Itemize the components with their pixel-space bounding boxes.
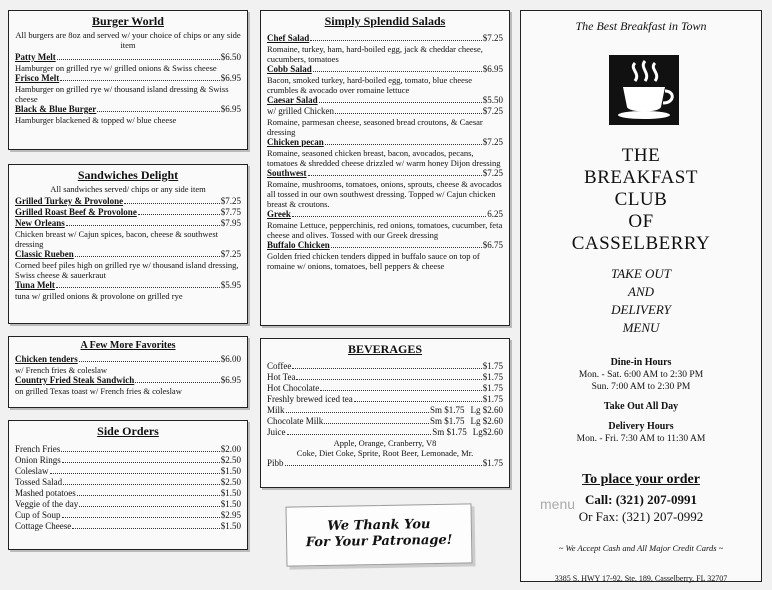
dot-leader xyxy=(319,95,482,103)
dot-leader xyxy=(97,104,220,112)
menu-item-line xyxy=(261,106,509,117)
beverages-section xyxy=(260,338,510,488)
dinein-line-1: Mon. - Sat. 6:00 AM to 2:30 PM xyxy=(578,370,704,380)
item-name: Chef Salad xyxy=(267,33,310,43)
dot-leader xyxy=(296,372,481,380)
item-name: Coleslaw xyxy=(15,466,49,476)
dot-leader xyxy=(287,427,432,435)
item-price: $6.50 xyxy=(220,52,241,62)
section-note: All burgers are 8oz and served w/ your choice of chips or any side item xyxy=(15,30,241,50)
item-description: Hamburger blackened & topped w/ blue cheese xyxy=(15,115,177,125)
item-name: Veggie of the day xyxy=(15,499,79,509)
item-description: Romaine, turkey, ham, hard-boiled egg, jack & cheddar cheese, cucumbers, tomatoes xyxy=(267,44,483,64)
item-price: $7.25 xyxy=(482,137,503,147)
burger-items xyxy=(9,52,247,125)
dot-leader xyxy=(325,137,482,145)
menu-item-line xyxy=(9,455,247,466)
item-description: Corned beef piles high on grilled rye w/ thousand island dressing, Swiss cheese & sauerkraut xyxy=(15,260,239,280)
item-price: $1.75 xyxy=(482,383,503,393)
item-description: Hamburger on grilled rye w/ thousand island dressing & Swiss cheese xyxy=(15,84,229,104)
dot-leader xyxy=(60,73,220,81)
item-name: Grilled Roast Beef & Provolone xyxy=(15,207,137,217)
sandwiches-section xyxy=(8,164,248,324)
menu-item-line xyxy=(9,73,247,84)
item-description: on grilled Texas toast w/ French fries & coleslaw xyxy=(15,386,182,396)
dot-leader xyxy=(57,52,220,60)
item-name: Pibb xyxy=(267,458,284,468)
item-price: $1.75 xyxy=(482,458,503,468)
favorites-section xyxy=(8,336,248,408)
menu-item-line xyxy=(9,218,247,229)
item-description: Romaine, parmesan cheese, seasoned bread croutons, & Caesar dressing xyxy=(267,117,483,137)
menu-item-line xyxy=(9,52,247,63)
item-description: Chicken breast w/ Cajun spices, bacon, cheese & southwest dressing xyxy=(15,229,219,249)
dot-leader xyxy=(72,521,220,529)
item-price: $6.95 xyxy=(482,64,503,74)
item-price: Lg $2.60 xyxy=(470,416,503,426)
menu-item-line xyxy=(261,137,509,148)
thank-you-card xyxy=(285,503,472,566)
item-price: $2.95 xyxy=(220,510,241,520)
salad-items xyxy=(261,33,509,271)
payment-note: ~ We Accept Cash and All Major Credit Cards ~ xyxy=(558,543,724,553)
item-price: Lg$2.60 xyxy=(472,427,503,437)
item-size-price: Sm $1.75 xyxy=(429,405,465,415)
section-title: BEVERAGES xyxy=(347,342,423,356)
item-price: $7.75 xyxy=(220,207,241,217)
menu-item-line xyxy=(9,249,247,260)
dot-leader xyxy=(292,361,481,369)
item-name: Coffee xyxy=(267,361,292,371)
item-price: $7.25 xyxy=(482,168,503,178)
section-title: A Few More Favorites xyxy=(80,340,176,351)
item-name: w/ grilled Chicken xyxy=(267,106,334,116)
item-description: w/ French fries & coleslaw xyxy=(15,365,108,375)
dinein-line-2: Sun. 7:00 AM to 2:30 PM xyxy=(591,382,691,392)
item-name: Onion Rings xyxy=(15,455,61,465)
menu-item-line xyxy=(9,196,247,207)
side-orders-section xyxy=(8,420,248,550)
item-name: Chicken tenders xyxy=(15,354,78,364)
item-price: $6.95 xyxy=(220,104,241,114)
item-price: $2.50 xyxy=(220,477,241,487)
item-name: Freshly brewed iced tea xyxy=(267,394,353,404)
address: 3385 S. HWY 17-92, Ste. 189, Casselberry, FL 32707 xyxy=(554,574,728,583)
service-title xyxy=(521,265,761,337)
sandwich-items xyxy=(9,196,247,301)
coffee-cup-icon xyxy=(609,55,679,125)
item-price: $7.25 xyxy=(482,33,503,43)
item-price: 6.25 xyxy=(487,209,503,219)
service-line: DELIVERY xyxy=(611,302,671,317)
item-name: Buffalo Chicken xyxy=(267,240,330,250)
menu-item-line xyxy=(261,168,509,179)
favorite-items xyxy=(9,354,247,396)
restaurant-name-line: CLUB xyxy=(614,189,668,210)
item-name: Country Fried Steak Sandwich xyxy=(15,375,135,385)
soda-kinds: Coke, Diet Coke, Sprite, Root Beer, Lemonade, Mr. xyxy=(296,448,474,458)
dot-leader xyxy=(138,207,220,215)
menu-item-line xyxy=(9,521,247,532)
item-price: $6.00 xyxy=(220,354,241,364)
menu-item-line xyxy=(261,33,509,44)
item-price: $6.95 xyxy=(220,375,241,385)
dot-leader xyxy=(63,477,220,485)
thank-you-line-2: For Your Patronage! xyxy=(305,532,453,551)
burger-world-section xyxy=(8,10,248,150)
item-size-price: Sm $1.75 xyxy=(432,427,467,437)
beverage-line xyxy=(261,405,509,416)
item-name: Hot Chocolate xyxy=(267,383,320,393)
menu-item-line xyxy=(9,207,247,218)
item-price: $6.95 xyxy=(220,73,241,83)
call-number[interactable]: Call: (321) 207-0991 xyxy=(585,492,697,507)
dot-leader xyxy=(66,218,220,226)
item-price: $1.50 xyxy=(220,521,241,531)
dot-leader xyxy=(124,196,220,204)
section-note: All sandwiches served/ chips or any side item xyxy=(50,184,206,194)
fax-number[interactable]: Or Fax: (321) 207-0992 xyxy=(578,509,704,524)
dot-leader xyxy=(79,354,220,362)
dot-leader xyxy=(354,394,482,402)
item-price: $2.00 xyxy=(220,444,241,454)
item-description: Romaine, seasoned chicken breast, bacon, avocados, pecans, tomatoes & shredded cheese drizzled w/ warm honey Dijon dressing xyxy=(267,148,501,168)
menu-item-line xyxy=(9,104,247,115)
item-name: Cobb Salad xyxy=(267,64,312,74)
beverage-line xyxy=(261,416,509,427)
beverage-line xyxy=(261,372,509,383)
item-price: $1.75 xyxy=(482,361,503,371)
item-name: Tuna Melt xyxy=(15,280,55,290)
pibb-line xyxy=(261,458,509,469)
dot-leader xyxy=(50,466,220,474)
menu-item-line xyxy=(9,375,247,386)
item-name: Classic Rueben xyxy=(15,249,74,259)
juice-kinds: Apple, Orange, Cranberry, V8 xyxy=(333,438,437,448)
item-description: Golden fried chicken tenders dipped in buffalo sauce on top of romaine w/ onions, tomatoes, bell peppers & cheese xyxy=(267,251,480,271)
restaurant-name-line: THE xyxy=(621,145,661,166)
dinein-title: Dine-in Hours xyxy=(610,357,672,368)
menu-item-line xyxy=(9,510,247,521)
menu-item-line xyxy=(261,95,509,106)
dot-leader xyxy=(331,240,482,248)
side-items xyxy=(9,444,247,532)
dot-leader xyxy=(62,510,220,518)
item-description: Hamburger on grilled rye w/ grilled onions & Swiss cheese xyxy=(15,63,217,73)
item-name: Grilled Turkey & Provolone xyxy=(15,196,124,206)
item-name: Frisco Melt xyxy=(15,73,60,83)
item-price: $5.50 xyxy=(482,95,503,105)
thank-you-line-1: We Thank You xyxy=(327,517,431,534)
item-price: $5.95 xyxy=(220,280,241,290)
item-price: $1.75 xyxy=(482,372,503,382)
section-title: Side Orders xyxy=(97,424,159,438)
item-price: $1.50 xyxy=(220,488,241,498)
item-price: $1.50 xyxy=(220,499,241,509)
delivery-line: Mon. - Fri. 7:30 AM to 11:30 AM xyxy=(576,434,706,444)
hours-block xyxy=(521,357,761,445)
dot-leader xyxy=(77,488,220,496)
menu-item-line xyxy=(9,444,247,455)
item-description: Romaine, mushrooms, tomatoes, onions, sprouts, cheese & avocados all tossed in our own southwest dressing. Topped w/ Cajun chicken breast & croutons. xyxy=(267,179,502,209)
item-price: $2.50 xyxy=(220,455,241,465)
takeout-title: Take Out All Day xyxy=(603,401,679,412)
item-price: $7.25 xyxy=(482,106,503,116)
item-size-price: Sm $1.75 xyxy=(429,416,465,426)
dot-leader xyxy=(79,499,220,507)
dot-leader xyxy=(56,280,220,288)
restaurant-name-line: BREAKFAST xyxy=(584,167,698,188)
item-price: $1.50 xyxy=(220,466,241,476)
menu-item-line xyxy=(261,209,509,220)
item-price: $7.25 xyxy=(220,196,241,206)
item-name: Hot Tea xyxy=(267,372,296,382)
restaurant-name-line: CASSELBERRY xyxy=(571,233,711,254)
dot-leader xyxy=(320,383,482,391)
item-price: $1.75 xyxy=(482,394,503,404)
dot-leader xyxy=(75,249,220,257)
menu-item-line xyxy=(9,280,247,291)
item-name: Cottage Cheese xyxy=(15,521,72,531)
item-name: Chocolate Milk xyxy=(267,416,324,426)
dot-leader xyxy=(285,458,482,466)
watermark: menu xyxy=(540,496,576,512)
delivery-title: Delivery Hours xyxy=(608,421,674,432)
item-name: Juice xyxy=(267,427,286,437)
item-name: New Orleans xyxy=(15,218,65,228)
dot-leader xyxy=(313,64,482,72)
order-title: To place your order xyxy=(582,472,700,487)
beverage-line xyxy=(261,361,509,372)
dot-leader xyxy=(310,33,481,41)
item-name: Tossed Salad xyxy=(15,477,63,487)
dot-leader xyxy=(135,375,219,383)
tagline: The Best Breakfast in Town xyxy=(575,19,707,33)
item-description: Romaine Lettuce, pepperchinis, red onions, tomatoes, cucumber, feta cheese and olives. Tossed with our Greek dressing xyxy=(267,220,503,240)
service-line: AND xyxy=(628,284,654,299)
menu-item-line xyxy=(9,466,247,477)
dot-leader xyxy=(308,168,482,176)
item-description: Bacon, smoked turkey, hard-boiled egg, tomato, blue cheese crumbles & avocado over romaine lettuce xyxy=(267,75,473,95)
item-price: $7.25 xyxy=(220,249,241,259)
beverage-line xyxy=(261,383,509,394)
dot-leader xyxy=(292,209,486,217)
item-name: French Fries xyxy=(15,444,61,454)
dot-leader xyxy=(62,455,220,463)
dot-leader xyxy=(324,416,429,424)
menu-item-line xyxy=(261,240,509,251)
service-line: MENU xyxy=(622,320,660,335)
menu-item-line xyxy=(9,477,247,488)
beverage-line xyxy=(261,427,509,438)
item-name: Southwest xyxy=(267,168,307,178)
item-price: $6.75 xyxy=(482,240,503,250)
menu-item-line xyxy=(9,354,247,365)
item-name: Chicken pecan xyxy=(267,137,324,147)
dot-leader xyxy=(286,405,429,413)
menu-item-line xyxy=(261,64,509,75)
salads-section xyxy=(260,10,510,326)
service-line: TAKE OUT xyxy=(610,266,672,281)
item-name: Cup of Soup xyxy=(15,510,61,520)
dot-leader xyxy=(335,106,482,114)
section-title: Simply Splendid Salads xyxy=(324,14,446,28)
beverage-items xyxy=(261,361,509,438)
item-name: Mashed potatoes xyxy=(15,488,76,498)
item-name: Patty Melt xyxy=(15,52,56,62)
item-price: $7.95 xyxy=(220,218,241,228)
beverage-line xyxy=(261,394,509,405)
item-name: Milk xyxy=(267,405,285,415)
menu-item-line xyxy=(9,499,247,510)
item-description: tuna w/ grilled onions & provolone on grilled rye xyxy=(15,291,183,301)
section-title: Sandwiches Delight xyxy=(77,168,179,182)
menu-item-line xyxy=(9,488,247,499)
section-title: Burger World xyxy=(92,14,164,28)
item-name: Caesar Salad xyxy=(267,95,318,105)
item-price: Lg $2.60 xyxy=(470,405,503,415)
item-name: Greek xyxy=(267,209,291,219)
dot-leader xyxy=(61,444,220,452)
restaurant-name-line: OF xyxy=(628,211,654,232)
item-name: Black & Blue Burger xyxy=(15,104,97,114)
restaurant-name xyxy=(521,145,761,255)
